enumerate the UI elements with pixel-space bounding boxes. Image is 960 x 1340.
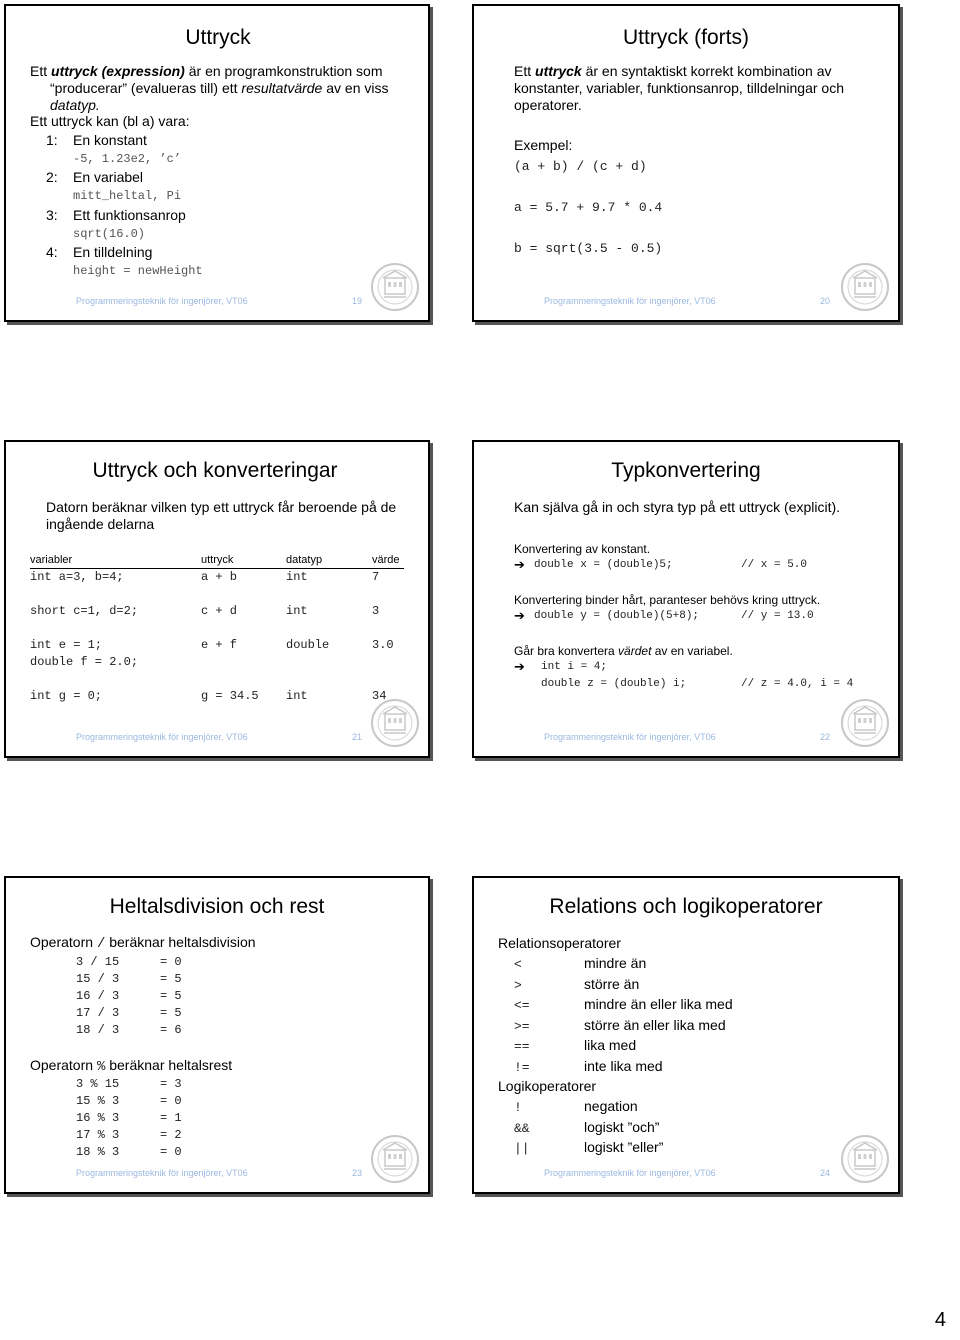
- division-expression: 16 / 3: [76, 989, 120, 1003]
- item-number: 3:: [46, 207, 58, 223]
- university-seal-icon: [370, 1134, 420, 1184]
- item-label: En tilldelning: [73, 244, 153, 260]
- section-label: Konvertering binder hårt, paranteser behövs kring uttryck.: [514, 593, 821, 607]
- para-line-2: ingående delarna: [46, 516, 155, 532]
- table-cell: g = 34.5: [201, 689, 259, 703]
- division-expression: 15 / 3: [76, 972, 120, 986]
- slide-number: 20: [820, 296, 831, 306]
- section-heading: [30, 1057, 232, 1076]
- text: är en programkonstruktion som: [184, 63, 383, 79]
- table-cell: int: [286, 604, 308, 618]
- item-number: 1:: [46, 132, 58, 148]
- intro-line-1: [30, 63, 382, 80]
- division-expression: 3 / 15: [76, 955, 120, 969]
- arrow-right-icon: ➔: [514, 558, 525, 573]
- division-result: = 5: [160, 972, 182, 986]
- operator-meaning: negation: [584, 1098, 638, 1114]
- operator-meaning: större än eller lika med: [584, 1016, 726, 1033]
- slide-footer: Programmeringsteknik för ingenjörer, VT06: [544, 1168, 716, 1178]
- operator: /: [96, 936, 106, 952]
- item-example: sqrt(16.0): [73, 227, 146, 241]
- para-line-1: [514, 63, 831, 80]
- col-header-varde: värde: [372, 554, 400, 566]
- modulo-result: = 3: [160, 1077, 182, 1091]
- section-label: Konvertering av konstant.: [514, 542, 651, 556]
- intro-line-3: [50, 97, 100, 114]
- para-line-1: Kan själva gå in och styra typ på ett uttryck (explicit).: [514, 499, 841, 515]
- modulo-expression: 16 % 3: [76, 1111, 120, 1125]
- col-header-uttryck: uttryck: [201, 554, 234, 566]
- table-cell: c + d: [201, 604, 238, 618]
- table-cell: int e = 1;: [30, 638, 103, 652]
- modulo-expression: 3 % 15: [76, 1077, 120, 1091]
- text: Ett: [30, 63, 52, 79]
- page-number: 4: [934, 1309, 946, 1331]
- operator-symbol: &&: [514, 1120, 530, 1136]
- modulo-expression: 18 % 3: [76, 1145, 120, 1159]
- text: beräknar heltalsrest: [105, 1057, 233, 1073]
- slide-number: 21: [352, 732, 363, 742]
- slide-footer: Programmeringsteknik för ingenjörer, VT06: [76, 1168, 248, 1178]
- text: av en variabel.: [651, 644, 733, 658]
- item-label: En variabel: [73, 169, 144, 185]
- term-datatyp: datatyp.: [50, 97, 100, 113]
- slide-21: [4, 440, 430, 758]
- item-label: En konstant: [73, 132, 147, 148]
- header-row: [30, 552, 404, 569]
- para-line-3: operatorer.: [514, 97, 582, 113]
- text: Operatorn: [30, 1057, 97, 1073]
- operator-meaning: logiskt ”eller”: [584, 1139, 664, 1155]
- code-line: double z = (double) i;: [541, 678, 687, 690]
- code-example: a = 5.7 + 9.7 * 0.4: [514, 200, 663, 215]
- code-example: b = sqrt(3.5 - 0.5): [514, 241, 663, 256]
- table-cell: short c=1, d=2;: [30, 604, 139, 618]
- modulo-result: = 0: [160, 1145, 182, 1159]
- operator-symbol: >: [514, 977, 522, 993]
- slide-19: [4, 4, 430, 322]
- university-seal-icon: [840, 698, 890, 748]
- modulo-expression: 15 % 3: [76, 1094, 120, 1108]
- slide-number: 24: [820, 1168, 831, 1178]
- slide-title: Uttryck (forts): [623, 26, 749, 49]
- slide-title: Uttryck och konverteringar: [92, 459, 338, 482]
- table-cell: int a=3, b=4;: [30, 570, 124, 584]
- operator-symbol: ==: [514, 1039, 530, 1054]
- col-header-datatyp: datatyp: [286, 554, 323, 566]
- item-label: Ett funktionsanrop: [73, 207, 186, 223]
- para-line-2: konstanter, variabler, funktionsanrop, tilldelningar och: [514, 80, 844, 96]
- text: av en viss: [322, 80, 389, 96]
- division-expression: 17 / 3: [76, 1006, 120, 1020]
- operator-symbol: !=: [514, 1059, 530, 1075]
- operator-meaning: mindre än eller lika med: [584, 996, 733, 1012]
- division-result: = 0: [160, 955, 182, 969]
- code-line: int i = 4;: [541, 661, 608, 673]
- intro-line-4: Ett uttryck kan (bl a) vara:: [30, 113, 190, 129]
- division-result: = 5: [160, 1006, 182, 1020]
- code-example: (a + b) / (c + d): [514, 159, 647, 174]
- modulo-result: = 1: [160, 1111, 182, 1125]
- operator-symbol: ||: [514, 1141, 530, 1156]
- table-cell: a + b: [201, 570, 238, 584]
- item-example: -5, 1.23e2, ’c’: [73, 152, 182, 166]
- arrow-right-icon: ➔: [514, 609, 525, 624]
- section-heading: [30, 934, 256, 953]
- slide-22: [472, 440, 900, 758]
- text: “producerar” (evalueras till) ett: [50, 80, 242, 96]
- text: beräknar heltalsdivision: [105, 934, 256, 950]
- university-seal-icon: [840, 262, 890, 312]
- division-result: = 5: [160, 989, 182, 1003]
- code-line: double x = (double)5;: [534, 559, 673, 571]
- item-example: height = newHeight: [73, 264, 203, 278]
- university-seal-icon: [840, 1134, 890, 1184]
- para-line-1: Datorn beräknar vilken typ ett uttryck får beroende på de: [46, 499, 397, 515]
- operator-symbol: !: [514, 1100, 522, 1115]
- code-line: double y = (double)(5+8);: [534, 610, 700, 622]
- modulo-expression: 17 % 3: [76, 1128, 120, 1142]
- division-expression: 18 / 3: [76, 1023, 120, 1037]
- table-cell: 7: [372, 570, 380, 584]
- slide-title: Uttryck: [185, 26, 251, 49]
- text: är en syntaktiskt korrekt kombination av: [581, 63, 832, 79]
- slide-footer: Programmeringsteknik för ingenjörer, VT06: [544, 296, 716, 306]
- division-result: = 6: [160, 1023, 182, 1037]
- slide-23: [4, 876, 430, 1194]
- slide-number: 23: [352, 1168, 363, 1178]
- text: Går bra konvertera: [514, 644, 619, 658]
- intro-line-2: [50, 80, 388, 97]
- code-comment: // z = 4.0, i = 4: [741, 678, 854, 690]
- operator-meaning: större än: [584, 975, 640, 992]
- code-comment: // x = 5.0: [741, 559, 808, 571]
- table-cell: 3: [372, 604, 380, 618]
- operator-meaning: lika med: [584, 1037, 637, 1053]
- term-resultatvarde: resultatvärde: [241, 80, 323, 96]
- university-seal-icon: [370, 262, 420, 312]
- term-vardet: värdet: [618, 644, 652, 658]
- exempel-label: Exempel:: [514, 137, 573, 153]
- operator-symbol: >=: [514, 1018, 530, 1034]
- table-cell: double: [286, 638, 330, 652]
- operator-meaning: logiskt ”och”: [584, 1118, 660, 1135]
- text: Operatorn: [30, 934, 97, 950]
- slide-number: 19: [352, 296, 363, 306]
- table-cell: 3.0: [372, 638, 394, 652]
- text: Ett: [514, 63, 536, 79]
- section-heading: Relationsoperatorer: [498, 935, 621, 951]
- operator: %: [96, 1059, 106, 1075]
- slide-title: Heltalsdivision och rest: [109, 895, 325, 918]
- code-comment: // y = 13.0: [741, 610, 814, 622]
- term-uttryck: uttryck (expression): [51, 63, 185, 79]
- operator-meaning: mindre än: [584, 955, 647, 971]
- table-cell: e + f: [201, 638, 238, 652]
- arrow-right-icon: ➔: [514, 660, 525, 675]
- slide-20: [472, 4, 900, 322]
- slide-footer: Programmeringsteknik för ingenjörer, VT06: [76, 296, 248, 306]
- table-cell: int: [286, 689, 308, 703]
- slide-number: 22: [820, 732, 831, 742]
- item-number: 2:: [46, 169, 58, 185]
- section-label: [514, 643, 733, 660]
- university-seal-icon: [370, 698, 420, 748]
- modulo-result: = 0: [160, 1094, 182, 1108]
- operator-symbol: <=: [514, 998, 530, 1013]
- col-header-variabler: variabler: [30, 554, 73, 566]
- table-cell: int: [286, 570, 308, 584]
- slide-24: [472, 876, 900, 1194]
- term-uttryck: uttryck: [535, 63, 582, 79]
- operator-meaning: inte lika med: [584, 1057, 663, 1074]
- slide-footer: Programmeringsteknik för ingenjörer, VT06: [76, 732, 248, 742]
- table-cell: int g = 0;: [30, 689, 103, 703]
- slide-title: Relations och logikoperatorer: [549, 895, 823, 918]
- table-cell: 34: [372, 689, 387, 703]
- operator-symbol: <: [514, 957, 522, 972]
- item-number: 4:: [46, 244, 58, 260]
- slide-title: Typkonvertering: [611, 459, 761, 482]
- section-heading: Logikoperatorer: [498, 1078, 597, 1094]
- item-example: mitt_heltal, Pi: [73, 189, 182, 203]
- slide-footer: Programmeringsteknik för ingenjörer, VT06: [544, 732, 716, 742]
- table-cell: double f = 2.0;: [30, 655, 139, 669]
- modulo-result: = 2: [160, 1128, 182, 1142]
